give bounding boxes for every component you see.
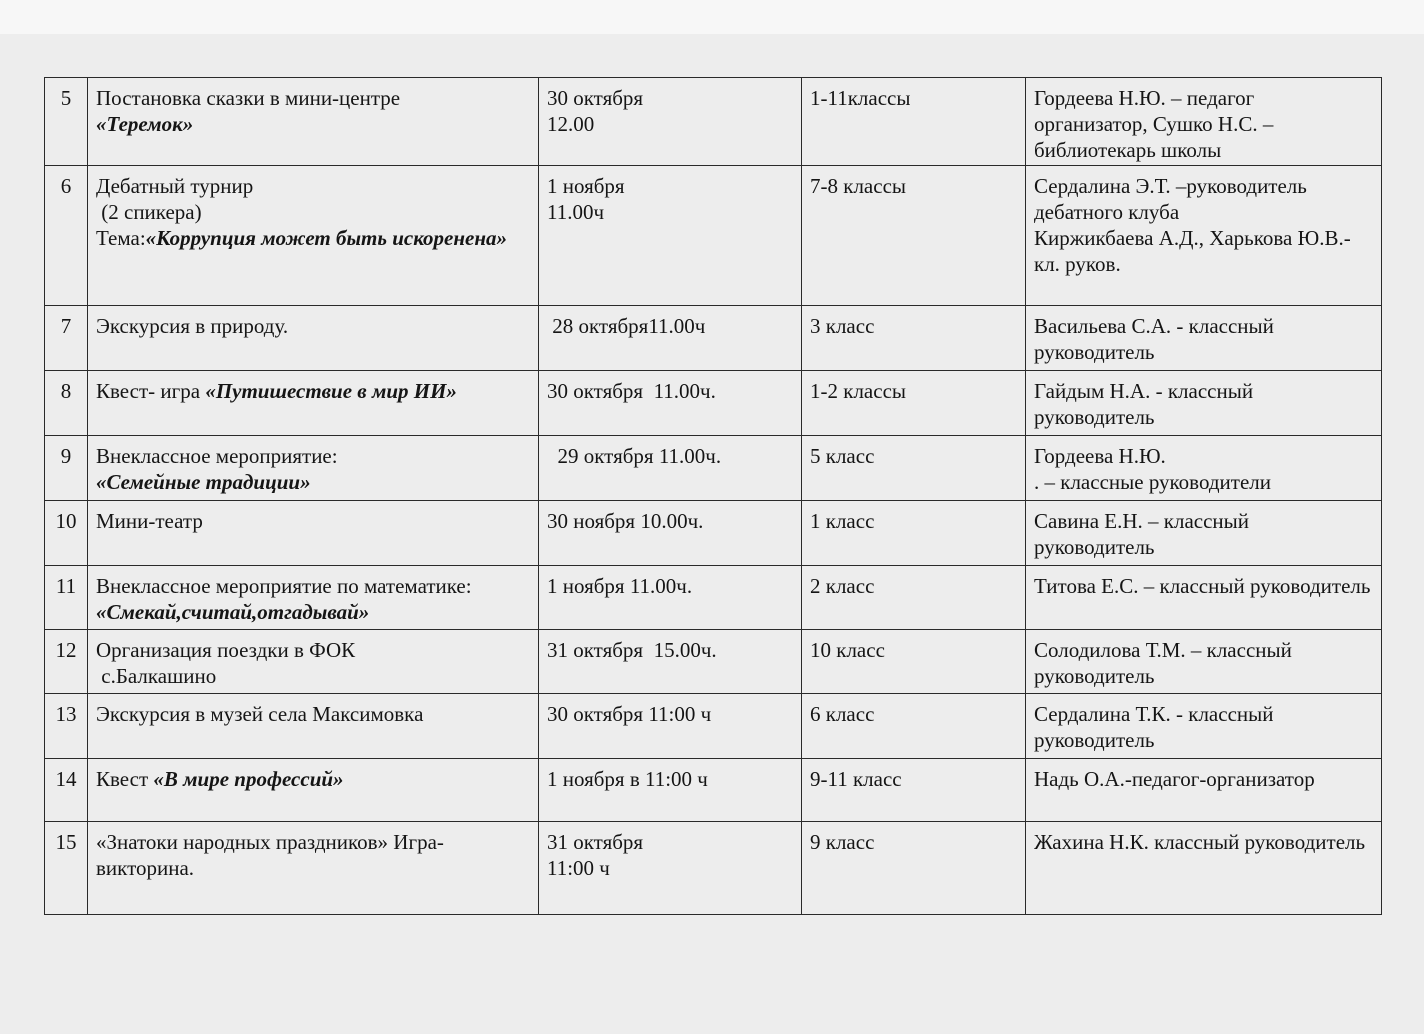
- responsible-cell: [1026, 436, 1382, 501]
- responsible-cell: Жахина Н.К. классный руководитель: [1026, 822, 1382, 915]
- date-cell: [539, 78, 802, 166]
- event-title: «В мире профессий»: [153, 767, 344, 791]
- row-number: 11: [45, 566, 88, 630]
- date-cell: 28 октября11.00ч: [539, 306, 802, 371]
- event-cell: «Знатоки народных праздников» Игра-викторина.: [88, 822, 539, 915]
- class-cell: 2 класс: [802, 566, 1026, 630]
- event-cell: [88, 759, 539, 822]
- responsible-cell: Солодилова Т.М. – классный руководитель: [1026, 630, 1382, 694]
- event-text: Постановка сказки в мини-центре: [96, 86, 401, 110]
- event-text: Внеклассное мероприятие по математике:: [96, 574, 472, 598]
- table-row: [45, 501, 1382, 566]
- row-number: 7: [45, 306, 88, 371]
- table-row: [45, 566, 1382, 630]
- table-row: [45, 78, 1382, 166]
- class-cell: 10 класс: [802, 630, 1026, 694]
- row-number: 8: [45, 371, 88, 436]
- event-cell: [88, 566, 539, 630]
- class-cell: 9 класс: [802, 822, 1026, 915]
- time-text: 11:00 ч: [547, 856, 610, 880]
- date-text: 31 октября: [547, 830, 644, 854]
- time-text: 11.00ч: [547, 200, 605, 224]
- class-cell: 1-11классы: [802, 78, 1026, 166]
- event-prefix: Квест- игра: [96, 379, 206, 403]
- class-cell: 1-2 классы: [802, 371, 1026, 436]
- events-table: [44, 77, 1382, 915]
- class-cell: 6 класс: [802, 694, 1026, 759]
- event-text: Организация поездки в ФОК: [96, 638, 356, 662]
- event-cell: [88, 78, 539, 166]
- row-number: 15: [45, 822, 88, 915]
- responsible-text: . – классные руководители: [1034, 470, 1271, 494]
- responsible-cell: [1026, 166, 1382, 306]
- event-cell: Мини-театр: [88, 501, 539, 566]
- responsible-text: Гордеева Н.Ю.: [1034, 444, 1166, 468]
- date-cell: [539, 822, 802, 915]
- row-number: 5: [45, 78, 88, 166]
- table-row: [45, 436, 1382, 501]
- date-cell: 1 ноября в 11:00 ч: [539, 759, 802, 822]
- date-cell: 30 октября 11.00ч.: [539, 371, 802, 436]
- responsible-text: Сердалина Э.Т. –руководитель дебатного клуба: [1034, 174, 1307, 224]
- scan-top-margin: [0, 0, 1424, 34]
- class-cell: 1 класс: [802, 501, 1026, 566]
- table-row: [45, 694, 1382, 759]
- date-cell: 30 ноября 10.00ч.: [539, 501, 802, 566]
- row-number: 9: [45, 436, 88, 501]
- event-subtext: (2 спикера): [96, 200, 202, 224]
- row-number: 12: [45, 630, 88, 694]
- date-cell: 30 октября 11:00 ч: [539, 694, 802, 759]
- event-cell: [88, 630, 539, 694]
- date-text: 30 октября: [547, 86, 644, 110]
- date-cell: 1 ноября 11.00ч.: [539, 566, 802, 630]
- date-text: 1 ноября: [547, 174, 625, 198]
- table-row: [45, 822, 1382, 915]
- event-cell: Экскурсия в музей села Максимовка: [88, 694, 539, 759]
- event-cell: [88, 166, 539, 306]
- responsible-cell: Гайдым Н.А. - классный руководитель: [1026, 371, 1382, 436]
- class-cell: 5 класс: [802, 436, 1026, 501]
- event-text: Внеклассное мероприятие:: [96, 444, 338, 468]
- event-prefix: Тема:: [96, 226, 146, 250]
- event-cell: Экскурсия в природу.: [88, 306, 539, 371]
- event-prefix: Квест: [96, 767, 154, 791]
- responsible-cell: Савина Е.Н. – классный руководитель: [1026, 501, 1382, 566]
- responsible-text: Киржикбаева А.Д., Харькова Ю.В.- кл. руков.: [1034, 226, 1351, 276]
- date-cell: [539, 166, 802, 306]
- date-cell: 31 октября 15.00ч.: [539, 630, 802, 694]
- table-row: [45, 371, 1382, 436]
- responsible-cell: Надь О.А.-педагог-организатор: [1026, 759, 1382, 822]
- responsible-cell: Гордеева Н.Ю. – педагог организатор, Сушко Н.С. – библиотекарь школы: [1026, 78, 1382, 166]
- class-cell: 9-11 класс: [802, 759, 1026, 822]
- responsible-cell: Титова Е.С. – классный руководитель: [1026, 566, 1382, 630]
- date-cell: 29 октября 11.00ч.: [539, 436, 802, 501]
- event-title: «Коррупция может быть искоренена»: [145, 226, 507, 250]
- time-text: 12.00: [547, 112, 595, 136]
- row-number: 6: [45, 166, 88, 306]
- table-row: [45, 166, 1382, 306]
- table-row: [45, 630, 1382, 694]
- event-text: Дебатный турнир: [96, 174, 254, 198]
- table-row: [45, 759, 1382, 822]
- responsible-cell: Сердалина Т.К. - классный руководитель: [1026, 694, 1382, 759]
- event-title: «Путишествие в мир ИИ»: [205, 379, 457, 403]
- event-cell: [88, 371, 539, 436]
- event-title: «Теремок»: [96, 112, 194, 136]
- class-cell: 7-8 классы: [802, 166, 1026, 306]
- table-row: [45, 306, 1382, 371]
- event-subtext: с.Балкашино: [96, 664, 217, 688]
- event-title: «Семейные традиции»: [96, 470, 311, 494]
- row-number: 13: [45, 694, 88, 759]
- event-title: «Смекай,считай,отгадывай»: [96, 600, 370, 624]
- event-cell: [88, 436, 539, 501]
- class-cell: 3 класс: [802, 306, 1026, 371]
- row-number: 10: [45, 501, 88, 566]
- row-number: 14: [45, 759, 88, 822]
- responsible-cell: Васильева С.А. - классный руководитель: [1026, 306, 1382, 371]
